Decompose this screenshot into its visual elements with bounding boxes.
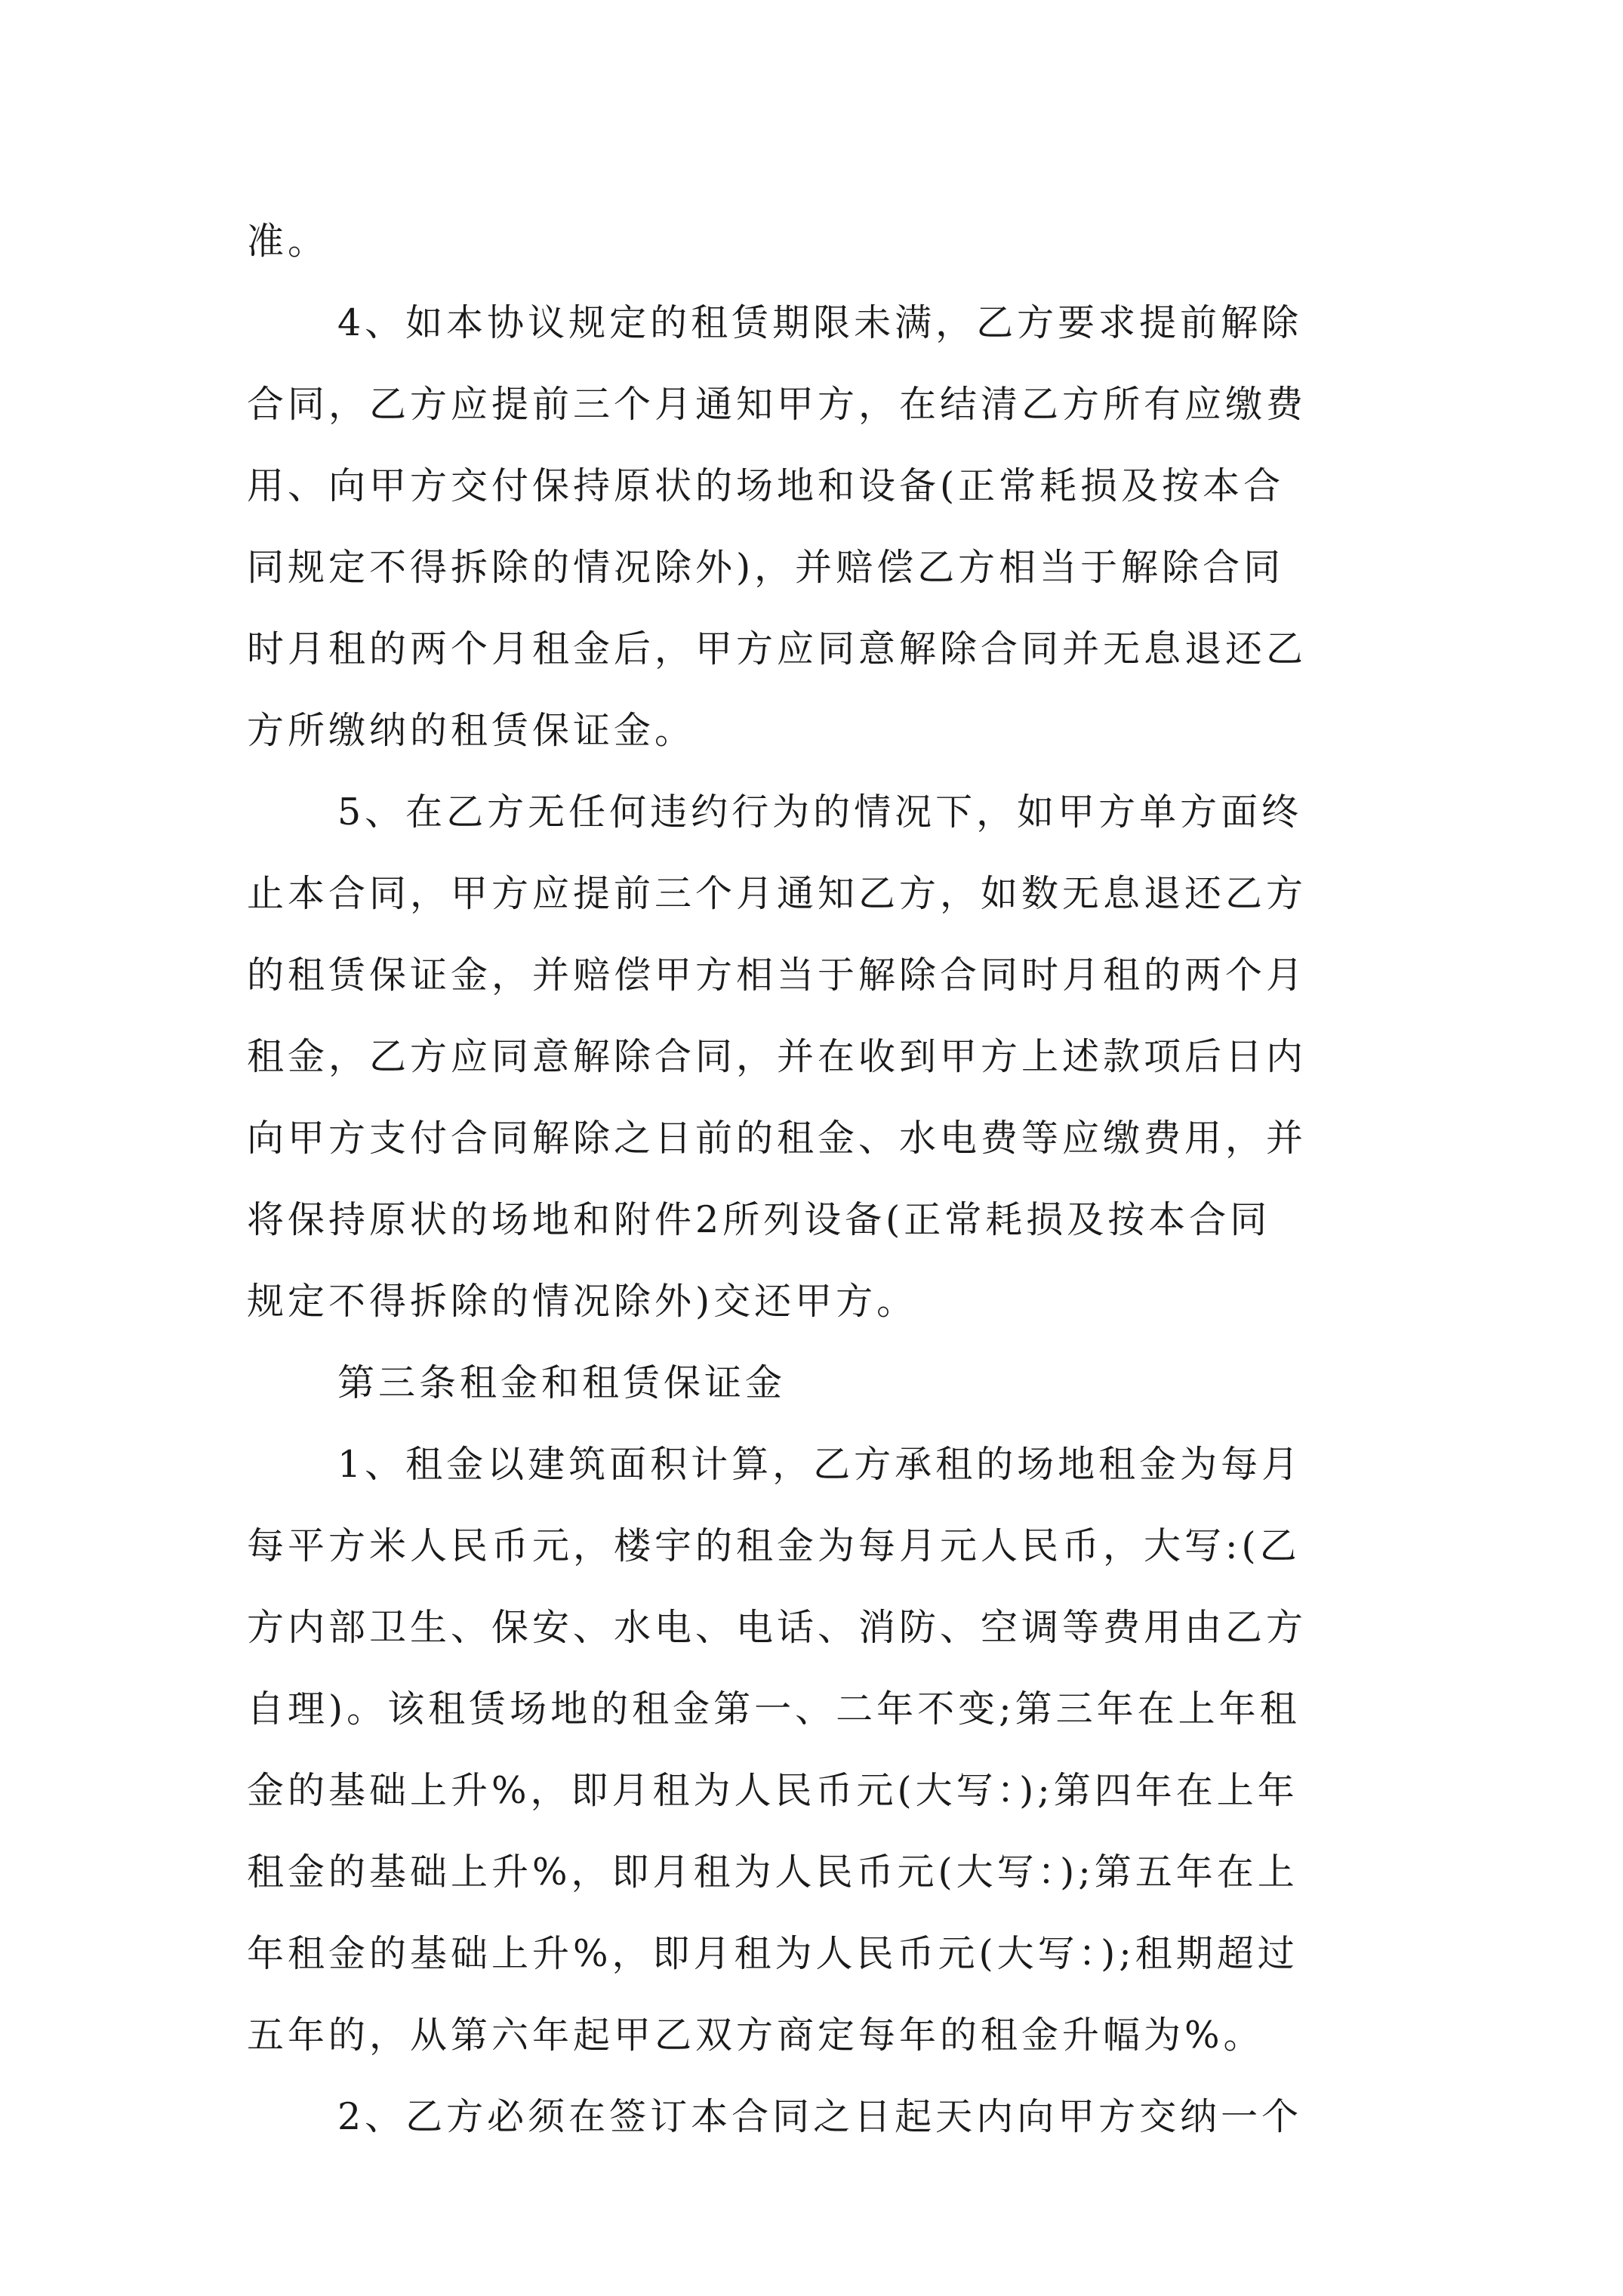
text-line: 1、租金以建筑面积计算，乙方承租的场地租金为每月	[337, 1443, 1303, 1486]
text-line: 年租金的基础上升%，即月租为人民币元(大写：);租期超过	[247, 1932, 1298, 1975]
section-heading: 第三条租金和租赁保证金	[337, 1361, 787, 1404]
text-line: 租金的基础上升%，即月租为人民币元(大写：);第五年在上	[247, 1851, 1298, 1894]
text-line: 4、如本协议规定的租赁期限未满，乙方要求提前解除	[337, 301, 1303, 344]
text-line: 方内部卫生、保安、水电、电话、消防、空调等费用由乙方	[247, 1606, 1307, 1649]
text-line: 止本合同，甲方应提前三个月通知乙方，如数无息退还乙方	[247, 872, 1307, 915]
text-line: 租金，乙方应同意解除合同，并在收到甲方上述款项后日内	[247, 1035, 1307, 1078]
text-line: 金的基础上升%，即月租为人民币元(大写：);第四年在上年	[247, 1769, 1298, 1812]
text-line: 准。	[247, 220, 329, 263]
text-line: 同规定不得拆除的情况除外)，并赔偿乙方相当于解除合同	[247, 546, 1285, 589]
text-line: 2、乙方必须在签订本合同之日起天内向甲方交纳一个	[337, 2095, 1303, 2138]
text-line: 每平方米人民币元，楼宇的租金为每月元人民币，大写:(乙	[247, 1524, 1301, 1567]
text-line: 方所缴纳的租赁保证金。	[247, 709, 696, 752]
text-line: 5、在乙方无任何违约行为的情况下，如甲方单方面终	[337, 791, 1303, 834]
text-line: 合同，乙方应提前三个月通知甲方，在结清乙方所有应缴费	[247, 383, 1307, 426]
text-line: 用、向甲方交付保持原状的场地和设备(正常耗损及按本合	[247, 464, 1285, 507]
text-line: 规定不得拆除的情况除外)交还甲方。	[247, 1280, 918, 1323]
text-line: 五年的，从第六年起甲乙双方商定每年的租金升幅为%。	[247, 2014, 1264, 2057]
text-line: 将保持原状的场地和附件2所列设备(正常耗损及按本合同	[247, 1198, 1271, 1241]
text-line: 向甲方支付合同解除之日前的租金、水电费等应缴费用，并	[247, 1117, 1307, 1160]
text-line: 自理)。该租赁场地的租金第一、二年不变;第三年在上年租	[247, 1687, 1301, 1730]
text-line: 的租赁保证金，并赔偿甲方相当于解除合同时月租的两个月	[247, 954, 1307, 997]
text-line: 时月租的两个月租金后，甲方应同意解除合同并无息退还乙	[247, 627, 1307, 670]
